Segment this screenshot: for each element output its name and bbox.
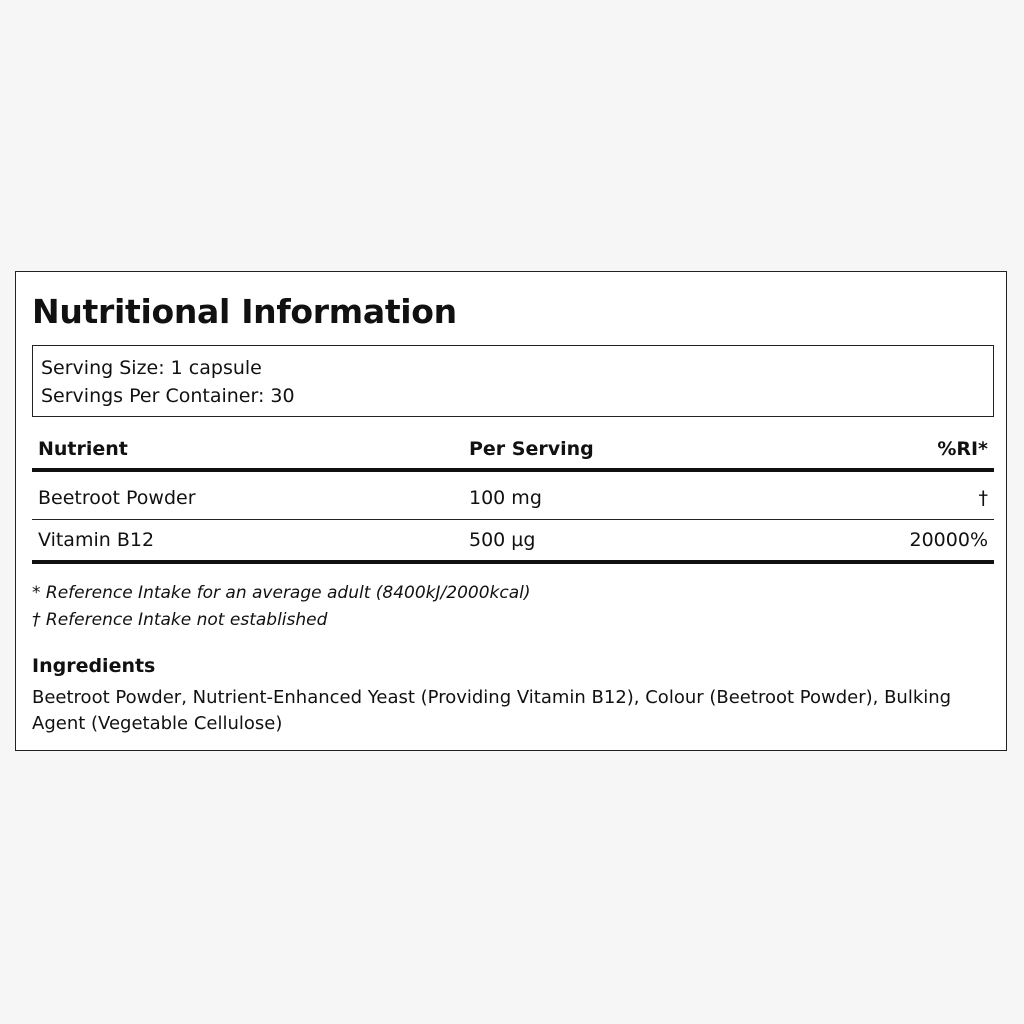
table-header-row (32, 432, 994, 472)
header-nutrient: Nutrient (38, 438, 128, 460)
nutrient-ri: † (978, 487, 988, 509)
nutrient-table (32, 432, 994, 564)
panel-title: Nutritional Information (32, 292, 457, 331)
ingredients-text: Beetroot Powder, Nutrient-Enhanced Yeast (Providing Vitamin B12), Colour (Beetroot Powder), Bulking Agent (Vegetable Cellulose) (32, 687, 952, 734)
nutrient-name: Vitamin B12 (38, 529, 155, 551)
footnote-reference-intake: * Reference Intake for an average adult (8400kJ/2000kcal) (32, 583, 531, 603)
serving-size: Serving Size: 1 capsule (41, 357, 262, 379)
header-ri: %RI* (937, 438, 988, 460)
nutrient-amount: 100 mg (469, 487, 542, 509)
nutrition-panel (15, 271, 1007, 751)
header-per-serving: Per Serving (469, 438, 594, 460)
table-row (32, 472, 994, 520)
nutrient-ri: 20000% (909, 529, 988, 551)
nutrient-amount: 500 µg (469, 529, 536, 551)
nutrient-name: Beetroot Powder (38, 487, 196, 509)
serving-info-box (32, 345, 994, 417)
table-row (32, 520, 994, 564)
ingredients-heading: Ingredients (32, 655, 156, 677)
servings-per-container: Servings Per Container: 30 (41, 385, 295, 407)
footnotes (32, 580, 531, 634)
footnote-not-established: † Reference Intake not established (32, 610, 328, 630)
